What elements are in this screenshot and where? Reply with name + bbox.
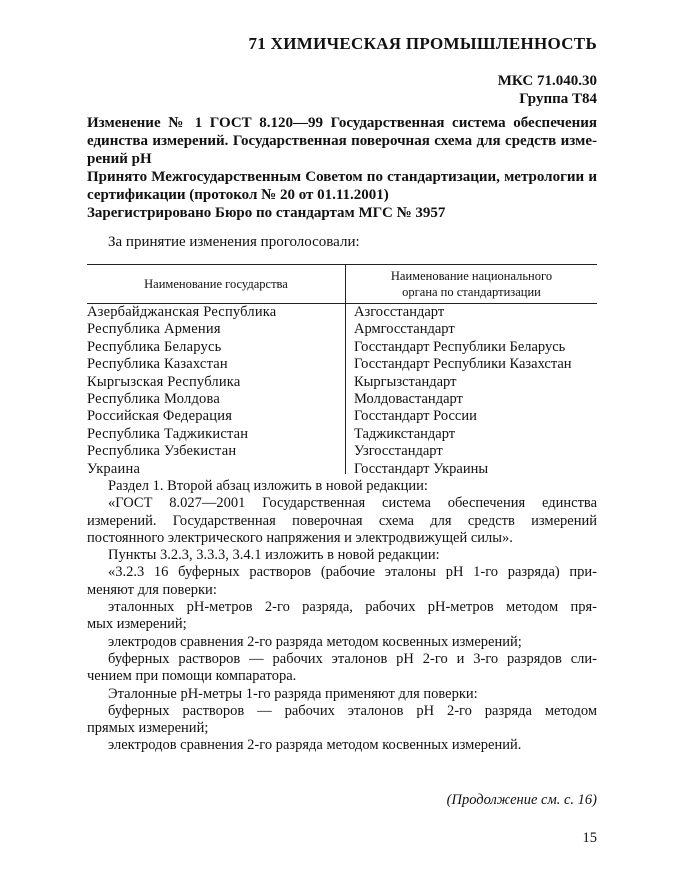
paragraph-line: «ГОСТ 8.027—2001 Государственная система обеспечения единства: [108, 495, 597, 512]
body-text: [87, 478, 597, 755]
table-row: [87, 321, 597, 338]
header-state: Наименование государства: [87, 265, 346, 303]
state-cell: Республика Молдова: [87, 390, 220, 407]
paragraph-line: меняют для поверки:: [87, 581, 217, 598]
paragraph-line: постоянного электрического напряжения и электродвижущей силы».: [87, 529, 513, 546]
table-row: [87, 443, 597, 460]
paragraph: Раздел 1. Второй абзац изложить в новой редакции:: [108, 478, 428, 494]
adoption-info: [87, 168, 597, 222]
body-cell: Госстандарт Республики Беларусь: [354, 338, 566, 355]
classification-codes: [498, 72, 597, 108]
table-row: [87, 408, 597, 425]
body-cell: Армгосстандарт: [354, 321, 455, 338]
adoption-line: Принято Межгосударственным Советом по стандартизации, метрологии и: [87, 169, 597, 185]
table-row: [87, 374, 597, 391]
table-row: [87, 304, 597, 321]
state-cell: Республика Таджикистан: [87, 425, 249, 442]
continuation-note: (Продолжение см. с. 16): [446, 792, 597, 808]
table-row: [87, 461, 597, 478]
body-cell: Госстандарт России: [354, 408, 477, 425]
title-line: рений pH: [87, 151, 152, 167]
table-row: [87, 339, 597, 356]
paragraph: Эталонные pH-метры 1-го разряда применяют для поверки:: [108, 685, 478, 702]
paragraph-line: измерений. Государственная поверочная схема для средств измерений: [87, 512, 597, 529]
section-header: 71 ХИМИЧЕСКАЯ ПРОМЫШЛЕННОСТЬ: [248, 34, 597, 53]
paragraph-line: эталонных pH-метров 2-го разряда, рабочих pH-метров методом пря-: [108, 599, 597, 616]
state-cell: Республика Узбекистан: [87, 443, 237, 460]
registration-line: Зарегистрировано Бюро по стандартам МГС № 3957: [87, 205, 446, 221]
title-line: единства измерений. Государственная поверочная схема для средств изме-: [87, 133, 597, 149]
title-line: Изменение № 1 ГОСТ 8.120—99 Государственная система обеспечения: [87, 115, 597, 131]
paragraph-line: буферных растворов — рабочих эталонов pH 2-го разряда методом: [108, 702, 597, 719]
paragraph: электродов сравнения 2-го разряда методом косвенных измерений.: [108, 737, 522, 754]
body-cell: Кыргызстандарт: [354, 373, 457, 390]
amendment-title: [87, 114, 597, 168]
state-cell: Республика Казахстан: [87, 356, 228, 373]
state-cell: Кыргызская Республика: [87, 373, 241, 390]
state-cell: Российская Федерация: [87, 408, 233, 425]
table-header: [87, 264, 597, 304]
paragraph-line: чением при помощи компаратора.: [87, 668, 297, 685]
paragraph-line: прямых измерений;: [87, 720, 209, 737]
paragraph-line: «3.2.3 16 буферных растворов (рабочие эталоны pH 1-го разряда) при-: [108, 564, 597, 581]
paragraph: электродов сравнения 2-го разряда методом косвенных измерений;: [108, 633, 522, 650]
body-cell: Госстандарт Украины: [354, 460, 489, 477]
column-divider: [345, 304, 346, 474]
group-code: Группа Т84: [519, 91, 597, 107]
header-body-line: Наименование национального: [390, 269, 553, 283]
paragraph: Пункты 3.2.3, 3.3.3, 3.4.1 изложить в новой редакции:: [108, 547, 440, 564]
body-cell: Молдовастандарт: [354, 390, 463, 407]
header-body-line: органа по стандартизации: [402, 285, 541, 299]
adoption-line: сертификации (протокол № 20 от 01.11.2001): [87, 187, 389, 203]
body-cell: Азгосстандарт: [354, 304, 445, 320]
state-cell: Азербайджанская Республика: [87, 304, 277, 320]
paragraph-line: мых измерений;: [87, 616, 187, 633]
body-cell: Узгосстандарт: [354, 443, 443, 460]
mks-code: МКС 71.040.30: [497, 73, 597, 89]
header-standards-body: [346, 265, 597, 303]
paragraph-line: буферных растворов — рабочих эталонов pH 2-го и 3-го разрядов сли-: [108, 650, 597, 667]
states-table: [87, 264, 597, 478]
table-row: [87, 426, 597, 443]
page-number: 15: [582, 830, 597, 846]
table-body: [87, 304, 597, 478]
body-cell: Таджикстандарт: [354, 425, 456, 442]
body-cell: Госстандарт Республики Казахстан: [354, 356, 572, 373]
state-cell: Республика Беларусь: [87, 338, 222, 355]
state-cell: Республика Армения: [87, 321, 221, 338]
state-cell: Украина: [87, 460, 141, 477]
table-row: [87, 391, 597, 408]
voted-label: За принятие изменения проголосовали:: [108, 234, 360, 250]
table-row: [87, 356, 597, 373]
